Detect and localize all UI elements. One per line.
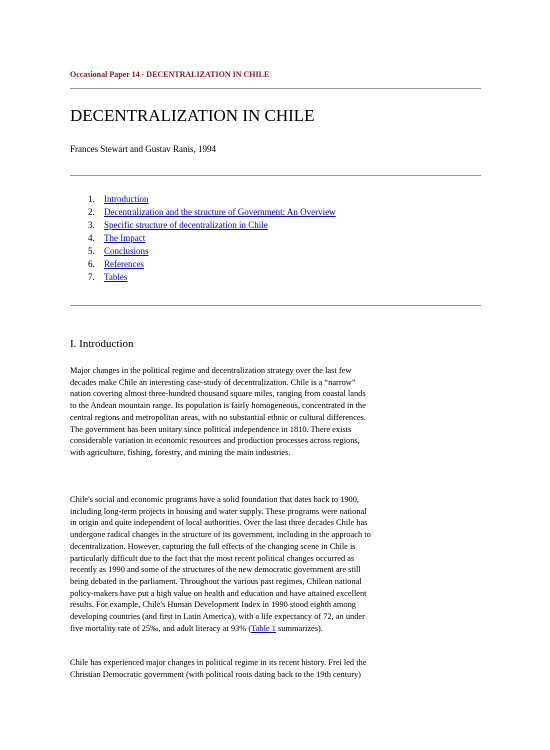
horizontal-rule xyxy=(70,305,481,306)
toc-item: 6. References xyxy=(88,259,144,269)
text-line: results. For example, Chile's Human Development Index in 1990 stood eighth among xyxy=(70,600,356,610)
text-line: particularly difficult due to the fact that the most recent political changes occurred as xyxy=(70,553,355,563)
toc-item: 1. Introduction xyxy=(88,194,149,204)
text-line: Christian Democratic government (with political roots dating back to the 19th century) xyxy=(70,669,361,679)
text-line: policy-makers have put a high value on health and education and have attained excellent xyxy=(70,588,367,598)
toc-link-impact[interactable]: The Impact xyxy=(104,233,146,243)
toc-item: 4. The Impact xyxy=(88,233,146,243)
text-line: to the Andean mountain range. Its population is fairly homogeneous, concentrated in the xyxy=(70,401,366,411)
table-of-contents xyxy=(88,193,336,284)
paragraph-1 xyxy=(70,365,485,459)
text-line: recently as 1990 and some of the structures of the new democratic government are still xyxy=(70,565,361,575)
toc-link-overview[interactable]: Decentralization and the structure of Government: An Overview xyxy=(104,207,336,217)
text-line: undergone radical changes in the structure of its government, including in the approach to xyxy=(70,530,371,540)
horizontal-rule xyxy=(70,88,481,89)
toc-link-specific-structure[interactable]: Specific structure of decentralization in Chile xyxy=(104,220,268,230)
document-authors: Frances Stewart and Gustav Ranis, 1994 xyxy=(70,144,216,154)
toc-link-conclusions[interactable]: Conclusions xyxy=(104,246,149,256)
toc-link-references[interactable]: References xyxy=(104,259,144,269)
toc-item: 7. Tables xyxy=(88,272,128,282)
toc-item: 5. Conclusions xyxy=(88,246,149,256)
text-line: in origin and quite independent of local authorities. Over the last three decades Chile has xyxy=(70,518,368,528)
toc-item: 2. Decentralization and the structure of Government: An Overview xyxy=(88,207,336,217)
text-line xyxy=(70,623,485,635)
text-line: decades make Chile an interesting case-study of decentralization. Chile is a “narrow” xyxy=(70,377,356,387)
document-title: DECENTRALIZATION IN CHILE xyxy=(70,106,315,125)
toc-link-introduction[interactable]: Introduction xyxy=(104,194,149,204)
toc-link-tables[interactable]: Tables xyxy=(104,272,128,282)
paragraph-2 xyxy=(70,494,485,634)
text-line: Major changes in the political regime and decentralization strategy over the last few xyxy=(70,366,352,375)
paragraph-3 xyxy=(70,657,485,680)
text-line: including long-term projects in housing and water supply. These programs were national xyxy=(70,506,367,516)
toc-item: 3. Specific structure of decentralization in Chile xyxy=(88,220,268,230)
text-line: Chile has experienced major changes in political regime in its recent history. Frei led the xyxy=(70,658,367,667)
series-header: Occasional Paper 14 - DECENTRALIZATION IN CHILE xyxy=(70,70,270,79)
text-line: central regions and metropolitan areas, with no substantial ethnic or cultural differences. xyxy=(70,412,366,422)
text-line: nation covering almost three-hundred thousand square miles, ranging from coastal lands xyxy=(70,389,366,399)
text-line: considerable variation in economic resources and production processes across regions, xyxy=(70,436,360,446)
horizontal-rule xyxy=(70,175,481,176)
text-line: with agriculture, fishing, forestry, and mining the main industries. xyxy=(70,447,291,457)
text-line: being debated in the parliament. Throughout the various past regimes, Chilean national xyxy=(70,576,362,586)
table-1-link[interactable]: Table 1 xyxy=(251,623,276,633)
text-fragment: summarizes). xyxy=(275,623,323,633)
text-line: Chile's social and economic programs have a solid foundation that dates back to 1900, xyxy=(70,495,359,504)
text-line: developing countries (and first in Latin America), with a life expectancy of 72, an under xyxy=(70,612,365,622)
text-fragment: five mortality rate of 25‰, and adult literacy at 93% ( xyxy=(70,623,252,633)
section-heading: I. Introduction xyxy=(70,338,134,350)
text-line: decentralization. However, capturing the full effects of the changing scene in Chile is xyxy=(70,541,356,551)
text-line: The government has been unitary since political independence in 1810. There exists xyxy=(70,424,352,434)
